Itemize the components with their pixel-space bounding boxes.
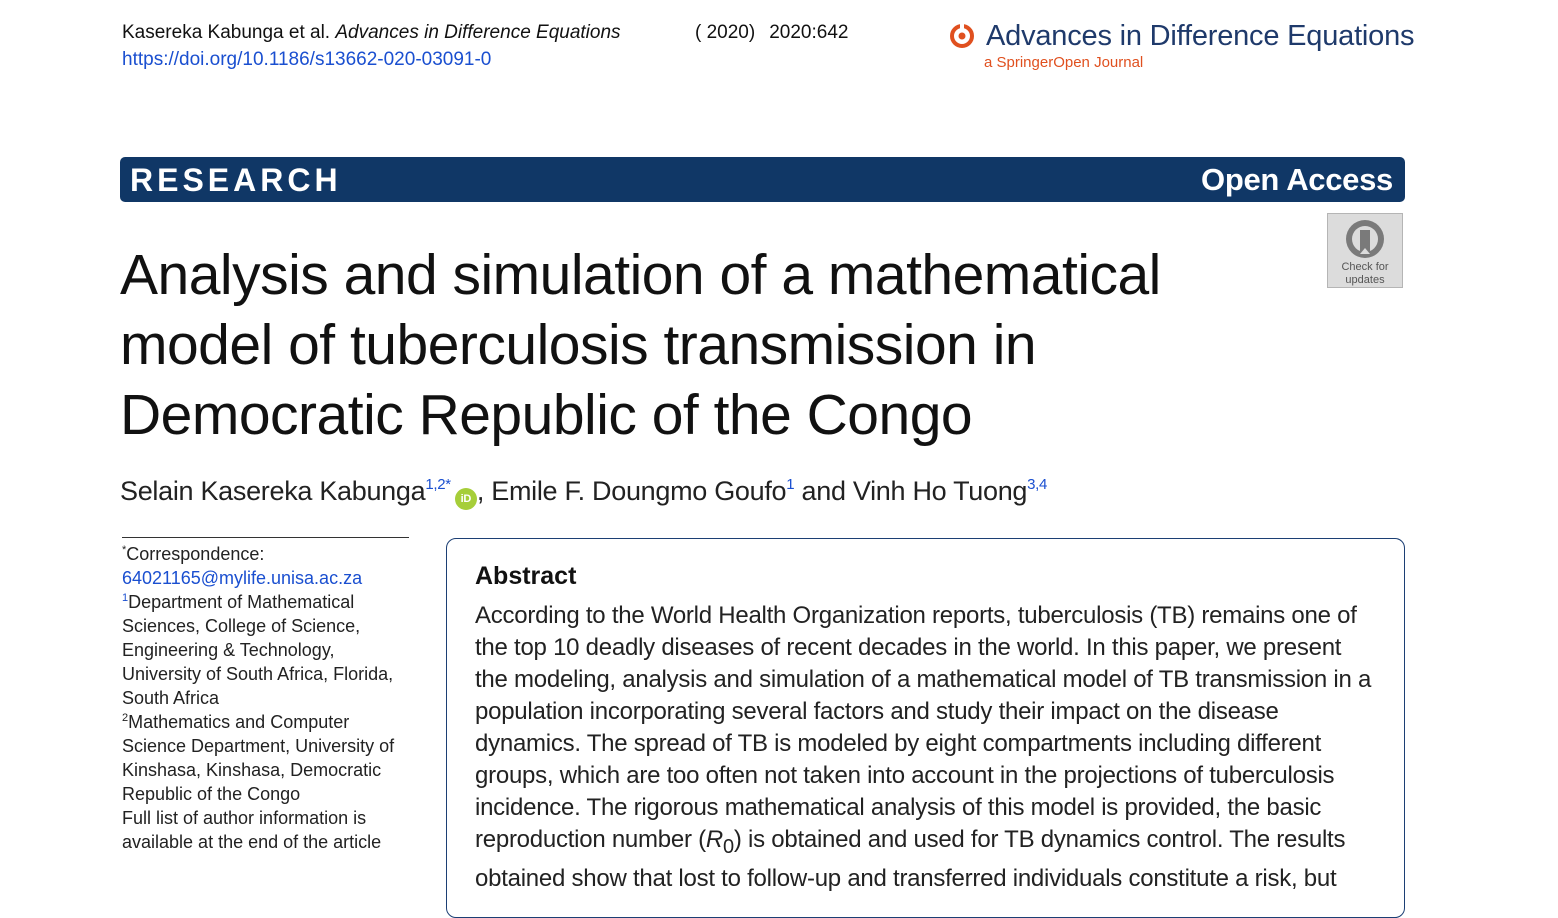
abstract-heading: Abstract	[475, 562, 577, 590]
correspondence-email-link[interactable]: 64021165@mylife.unisa.ac.za	[122, 568, 363, 588]
article-number: 2020:642	[769, 22, 849, 43]
check-for-updates-line2: updates	[1345, 274, 1385, 286]
abstract-box	[446, 538, 1405, 918]
article-type-label: RESEARCH	[130, 162, 342, 198]
abstract-text: According to the World Health Organization reports, tuberculosis (TB) remains one of the top 10 deadly diseases of recent decades in the world. In this paper, we present the modeling, analysis and simulation of a mathematical model of TB transmission in a population incorporating several factors and study their impact on the disease dynamics. The spread of TB is modeled by eight compartments including different groups, which are too often not taken into account in the projections of tuberculosis incidence. The rigorous mathematical analysis of this model is provided, the basic reproduction number $(R_0)$ is obtained and used for TB dynamics control. The results obtained show that lost to follow-up and transferred individuals constitute a risk, but	[475, 602, 1372, 892]
journal-name: Advances in Difference Equations	[986, 20, 1415, 52]
title-line-2: model of tuberculosis transmission in	[120, 313, 1037, 377]
affiliation-2: $^2$Mathematics and Computer Science Department, University of Kinshasa, Kinshasa, Democratic Republic of the Congo	[122, 712, 395, 804]
citation-year-line	[695, 20, 862, 46]
author-list	[120, 474, 1047, 510]
article-type-banner	[120, 157, 1405, 202]
check-for-updates-icon	[1344, 218, 1386, 260]
author-affiliation-sup: 3,4	[1027, 476, 1048, 493]
check-for-updates-button[interactable]	[1327, 213, 1403, 288]
title-line-3: Democratic Republic of the Congo	[120, 383, 973, 447]
author-name[interactable]: Selain Kasereka Kabunga	[120, 476, 426, 506]
article-title	[120, 240, 1300, 450]
author-affiliation-sup: 1	[786, 476, 795, 493]
author-info-note: Full list of author information is available at the end of the article	[122, 808, 382, 852]
doi-link[interactable]: https://doi.org/10.1186/s13662-020-03091-0	[122, 49, 492, 70]
r0-symbol: R	[705, 826, 723, 853]
correspondence-sidebar	[122, 537, 409, 854]
author-separator: ,	[476, 476, 492, 506]
citation-line	[122, 20, 621, 46]
open-access-label: Open Access	[1201, 162, 1393, 197]
title-line-1: Analysis and simulation of a mathematical	[120, 243, 1161, 307]
author-name[interactable]: Emile F. Doungmo Goufo	[491, 476, 787, 506]
citation-year: ( 2020)	[695, 22, 756, 43]
affiliation-1: $^1$Department of Mathematical Sciences, College of Science, Engineering & Technology, University of South Africa, Florida, South Africa	[122, 592, 394, 708]
author-name[interactable]: Vinh Ho Tuong	[852, 476, 1028, 506]
citation-journal: Advances in Difference Equations	[335, 22, 621, 43]
springer-open-logo-icon	[950, 24, 974, 48]
orcid-icon[interactable]: iD	[455, 488, 477, 510]
check-for-updates-line1: Check for	[1341, 261, 1389, 273]
journal-subtitle: a SpringerOpen Journal	[984, 54, 1144, 71]
author-separator: and	[794, 476, 853, 506]
correspondence-heading: *Correspondence:	[122, 544, 265, 564]
author-affiliation-sup: 1,2*	[425, 476, 451, 493]
citation-authors: Kasereka Kabunga et al.	[122, 22, 331, 43]
